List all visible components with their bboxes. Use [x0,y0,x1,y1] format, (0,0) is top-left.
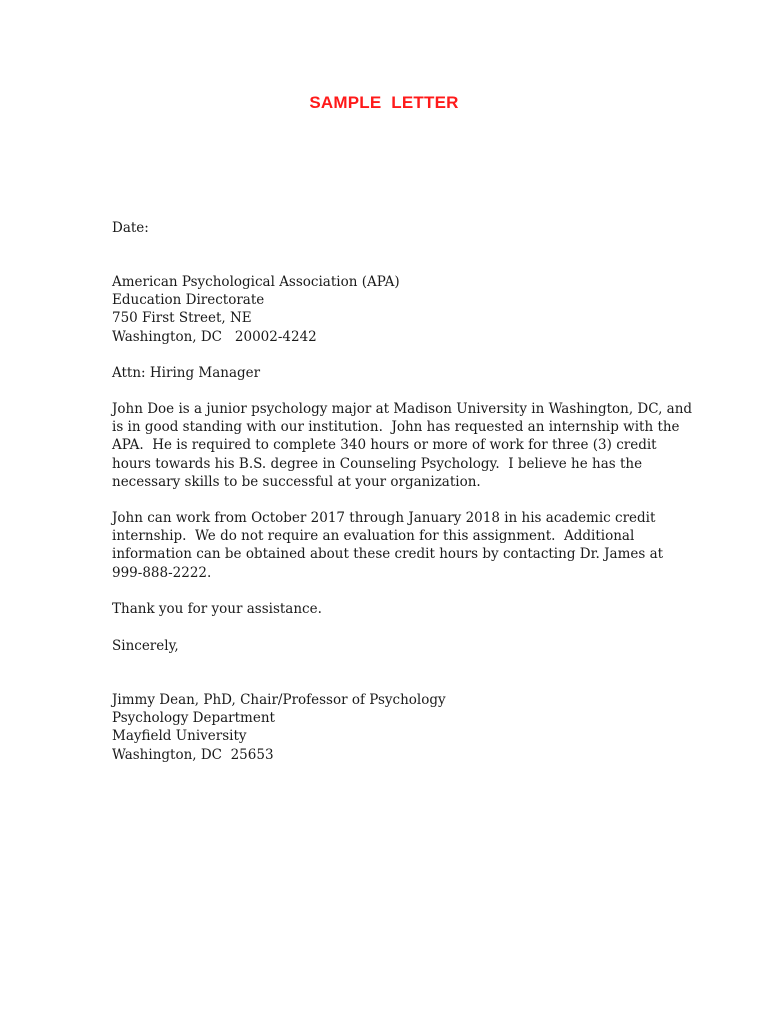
recipient-line: American Psychological Association (APA) [112,274,400,290]
body-paragraph-1 [112,400,693,491]
closing-line: Sincerely, [112,638,179,654]
paragraph-line: necessary skills to be successful at your organization. [112,473,481,490]
paragraph-line: hours towards his B.S. degree in Counseling Psychology. I believe he has the [112,455,643,472]
recipient-line: Washington, DC 20002-4242 [112,328,317,345]
signature-line: Mayfield University [112,728,247,745]
thank-you-line: Thank you for your assistance. [112,601,322,617]
paragraph-line: internship. We do not require an evaluation for this assignment. Additional [112,528,635,545]
paragraph-line: information can be obtained about these credit hours by contacting Dr. James at [112,546,664,563]
body-paragraph-2 [112,509,672,582]
recipient-line: 750 First Street, NE [112,310,252,327]
signature-line: Jimmy Dean, PhD, Chair/Professor of Psychology [112,692,446,708]
paragraph-line: 999-888-2222. [112,564,212,581]
signature-line: Washington, DC 25653 [112,746,274,763]
letter-title: SAMPLE LETTER [309,93,459,112]
recipient-line: Education Directorate [112,292,265,309]
signature-line: Psychology Department [112,710,275,727]
paragraph-line: John can work from October 2017 through January 2018 in his academic credit [112,510,656,526]
paragraph-line: John Doe is a junior psychology major at Madison University in Washington, DC, and [112,401,693,417]
paragraph-line: APA. He is required to complete 340 hours or more of work for three (3) credit [112,437,657,454]
recipient-address [112,273,672,346]
attention-line: Attn: Hiring Manager [112,365,261,381]
signature-block [112,691,672,764]
paragraph-line: is in good standing with our institution. John has requested an internship with the [112,419,680,436]
date-label: Date: [112,220,149,236]
